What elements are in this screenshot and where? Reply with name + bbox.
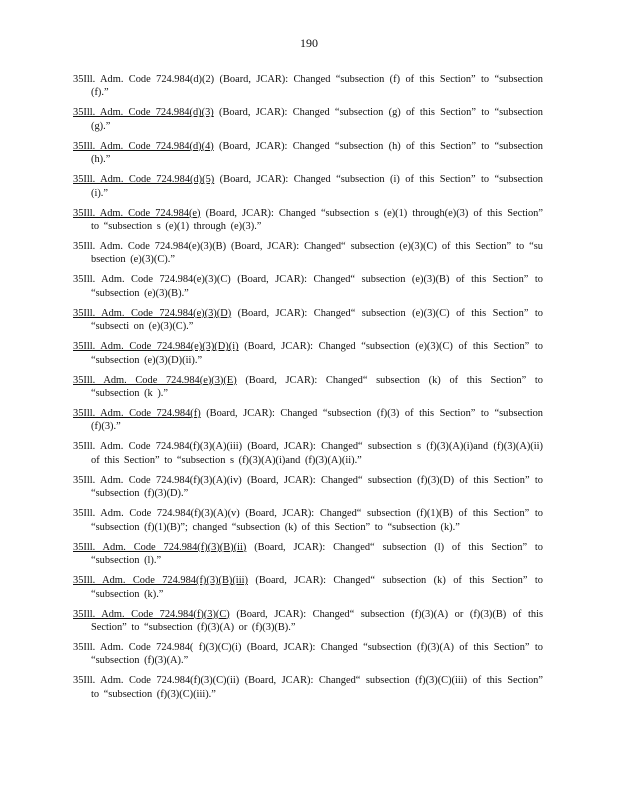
list-item [73, 507, 543, 534]
list-item [73, 140, 543, 167]
entry-citation: 35Ill. Adm. Code 724.984(d)(3) [73, 107, 214, 119]
entry-citation: 35Ill. Adm. Code 724.984(f)(3)(A)(iii) [73, 441, 243, 453]
entry-citation: 35Ill. Adm. Code 724.984(d)(2) [73, 74, 215, 85]
entry-text: (Board, JCAR): Changed“ subsection (f)(3)(D) of this Section” to “subsection (f)(3)(D).” [91, 474, 544, 500]
entry-citation: 35Ill. Adm. Code 724.984(e)(3)(D)(i) [73, 341, 239, 353]
entry-text: (Board, JCAR): Changed “subsection (i) of this Section” to “subsection (i).” [91, 174, 543, 199]
list-item [73, 474, 543, 501]
entry-citation: 35Ill. Adm. Code 724.984(e)(3)(C) [73, 274, 231, 286]
entry-text: (Board, JCAR): Changed “subsection (f)(3)(A) of this Section” to “subsection (f)(3)(A).” [91, 641, 543, 667]
entry-citation: 35Ill. Adm. Code 724.984(f)(3)(A)(iv) [73, 474, 242, 486]
list-item [73, 240, 543, 267]
entry-text: (Board, JCAR): Changed“ subsection (f)(3)(C)(iii) of this Section” to “subsection (f)(3)(C)(iii).” [91, 675, 543, 700]
entry-text: (Board, JCAR): Changed “subsection (h) of this Section” to “subsection (h).” [91, 140, 544, 166]
entry-citation: 35Ill. Adm. Code 724.984(d)(5) [73, 174, 215, 186]
entry-citation: 35Ill. Adm. Code 724.984(f)(3)(A)(v) [73, 508, 240, 520]
list-item [73, 73, 543, 100]
entry-citation: 35Ill. Adm. Code 724.984(d)(4) [73, 140, 214, 152]
list-item [73, 340, 543, 367]
list-item [73, 374, 543, 401]
list-item [73, 674, 543, 701]
entry-list [73, 73, 543, 708]
page-number: 190 [300, 36, 318, 50]
entry-citation: 35Ill. Adm. Code 724.984(e)(3)(E) [73, 374, 237, 386]
list-item [73, 574, 543, 601]
entry-text: (Board, JCAR): Changed“ subsection s (f)(3)(A)(i)and (f)(3)(A)(ii) of this Section” to “subsection s (f)(3)(A)(i)and (f)(3)(A)(ii).” [91, 441, 543, 466]
entry-citation: 35Ill. Adm. Code 724.984(f)(3)(B)(iii) [73, 575, 248, 587]
list-item [73, 307, 543, 334]
entry-text: (Board, JCAR): Changed “subsection (g) of this Section” to “subsection (g).” [91, 107, 544, 132]
entry-text: (Board, JCAR): Changed“ subsection (k) of this Section” to “subsection (k).” [91, 575, 543, 600]
entry-text: (Board, JCAR): Changed“ subsection (e)(3)(B) of this Section” to “subsection (e)(3)(B).” [91, 274, 543, 299]
list-item [73, 608, 543, 635]
list-item [73, 106, 543, 133]
list-item [73, 173, 543, 200]
list-item [73, 207, 543, 234]
entry-text: (Board, JCAR): Changed “subsection (f) of this Section” to “subsection (f).” [91, 74, 543, 99]
entry-text: (Board, JCAR): Changed“ subsection (l) of this Section” to “subsection (l).” [91, 541, 543, 567]
entry-citation: 35Ill. Adm. Code 724.984(f)(3)(C)(ii) [73, 675, 240, 687]
entry-citation: 35Ill. Adm. Code 724.984(e) [73, 207, 201, 219]
list-item [73, 541, 543, 568]
entry-text: (Board, JCAR): Changed“ subsection (e)(3)(C) of this Section” to “subsecti on (e)(3)(C).” [91, 307, 543, 333]
entry-citation: 35Ill. Adm. Code 724.984(f)(3)(B)(ii) [73, 541, 247, 553]
list-item [73, 641, 543, 668]
list-item [73, 273, 543, 300]
entry-text: (Board, JCAR): Changed“ subsection (f)(1)(B) of this Section” to “subsection (f)(1)(B)”; changed “subsection (k) of this Section” to “subsection (k).” [91, 508, 543, 533]
entry-text: (Board, JCAR): Changed“ subsection (k) of this Section” to “subsection (k ).” [91, 374, 543, 400]
entry-text: (Board, JCAR): Changed “subsection s (e)(1) through(e)(3) of this Section” to “subsection s (e)(1) through (e)(3).” [91, 207, 543, 233]
entry-citation: 35Ill. Adm. Code 724.984(e)(3)(D) [73, 307, 232, 319]
entry-citation: 35Ill. Adm. Code 724.984(e)(3)(B) [73, 241, 227, 253]
entry-citation: 35Ill. Adm. Code 724.984(f) [73, 408, 201, 420]
list-item [73, 407, 543, 434]
entry-citation: 35Ill. Adm. Code 724.984( f)(3)(C)(i) [73, 641, 242, 653]
entry-text: (Board, JCAR): Changed“ subsection (e)(3)(C) of this Section” to “su bsection (e)(3)(C).” [91, 241, 543, 266]
list-item [73, 440, 543, 467]
entry-text: (Board, JCAR): Changed “subsection (e)(3)(C) of this Section” to “subsection (e)(3)(D)(ii).” [91, 341, 543, 366]
entry-text: (Board, JCAR): Changed“ subsection (f)(3)(A) or (f)(3)(B) of this Section” to “subsection (f)(3)(A) or (f)(3)(B).” [91, 608, 544, 633]
entry-text: (Board, JCAR): Changed “subsection (f)(3) of this Section” to “subsection (f)(3).” [91, 408, 543, 433]
entry-citation: 35Ill. Adm. Code 724.984(f)(3)(C) [73, 608, 230, 620]
